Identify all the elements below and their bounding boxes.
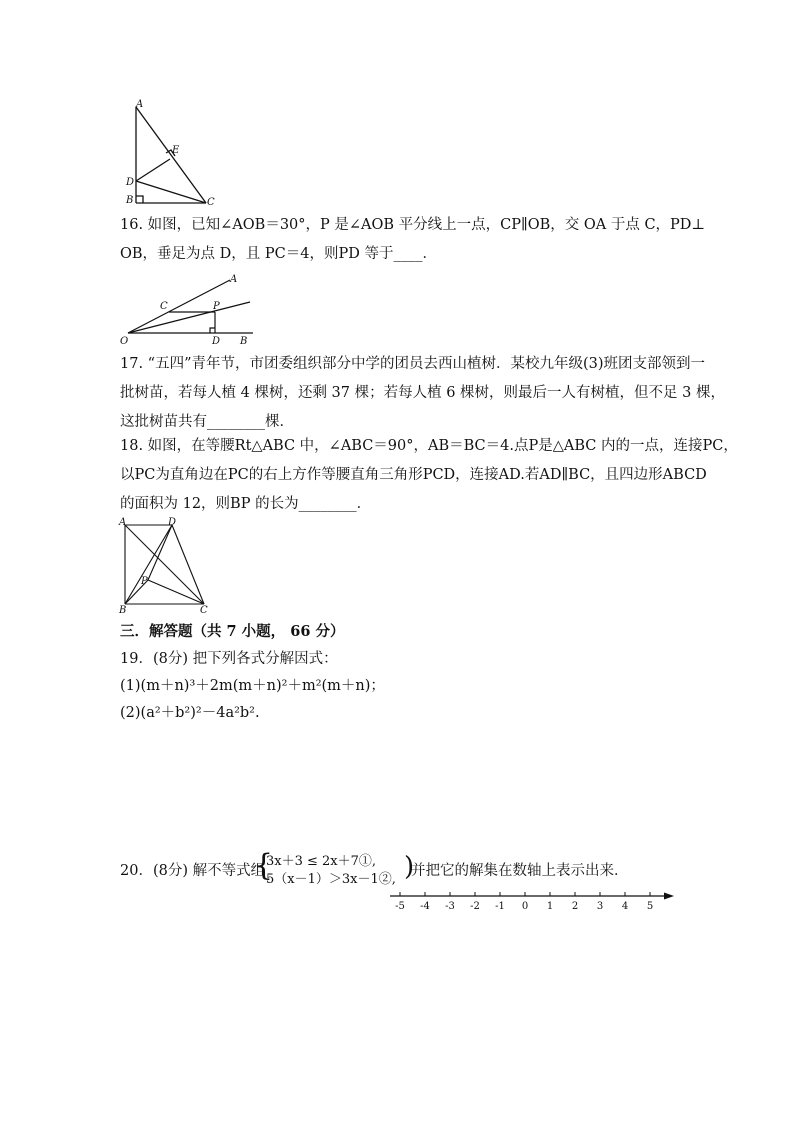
- fig16-label-c: C: [160, 301, 168, 312]
- number-line-tick-label: 0: [521, 901, 529, 912]
- q20-left-brace: {: [254, 848, 274, 883]
- number-line-tick-label: -3: [445, 901, 455, 912]
- number-line-tick-label: 2: [571, 901, 579, 912]
- fig16-label-o: O: [120, 336, 129, 347]
- fig15-label-a: A: [136, 99, 144, 110]
- figure-q15: [118, 95, 228, 210]
- fig15-label-c: C: [207, 197, 215, 208]
- fig16-label-b: B: [240, 336, 248, 347]
- q20-suffix: 并把它的解集在数轴上表示出来．: [411, 863, 629, 879]
- q17-line1: 17. “五四”青年节，市团委组织部分中学的团员去西山植树．某校九年级(3)班团支部领到一: [120, 356, 706, 372]
- figure-q18: [116, 516, 216, 616]
- number-line-tick-label: 5: [646, 901, 654, 912]
- q18-line2: 以PC为直角边在PC的右上方作等腰直角三角形PCD，连接AD.若AD∥BC，且四边形ABCD: [120, 467, 707, 483]
- q20-prefix: 20．(8分) 解不等式组: [120, 863, 266, 879]
- number-line-tick-label: 1: [546, 901, 554, 912]
- q16-end: ．: [422, 246, 437, 262]
- number-line-tick-label: -4: [420, 901, 430, 912]
- section3-heading: 三．解答题（共 7 小题， 66 分）: [120, 623, 345, 640]
- fig18-label-d: D: [168, 517, 177, 528]
- fig15-label-b: B: [126, 195, 134, 206]
- q16-line1: 16. 如图，已知∠AOB＝30°，P 是∠AOB 平分线上一点，CP∥OB，交 OA 于点 C，PD⊥: [120, 217, 706, 233]
- fig15-label-e: E: [172, 145, 180, 156]
- q17-line2: 批树苗，若每人植 4 棵树，还剩 37 棵；若每人植 6 棵树，则最后一人有树植，但不足 3 棵，: [120, 385, 725, 401]
- fig18-label-a: A: [119, 517, 127, 528]
- fig16-label-p: P: [213, 301, 220, 312]
- q16-answer-blank: ____: [393, 246, 423, 262]
- q18-line1: 18. 如图，在等腰Rt△ABC 中，∠ABC＝90°，AB＝BC＝4.点P是△ABC 内的一点，连接PC，: [120, 438, 738, 454]
- fig18-label-b: B: [119, 605, 127, 616]
- number-line-tick-label: -1: [495, 901, 505, 912]
- figure-q16: [118, 272, 263, 347]
- q17-line3: 这批树苗共有________棵．: [120, 414, 294, 430]
- q19-part1: (1)(m＋n)³＋2m(m＋n)²＋m²(m＋n)；: [120, 678, 385, 694]
- number-line-tick-label: 3: [596, 901, 604, 912]
- number-line-ticks: [395, 892, 653, 912]
- fig16-label-d: D: [212, 336, 221, 347]
- q16-text: OB，垂足为点 D，且 PC＝4，则PD 等于: [120, 246, 394, 262]
- q16-line2: [120, 243, 680, 265]
- q20-inequality-2: 5（x－1）＞3x－1②,: [266, 872, 396, 887]
- q19-title: 19．(8分) 把下列各式分解因式：: [120, 651, 338, 667]
- fig18-label-p: P: [141, 576, 148, 587]
- q18-line3: 的面积为 12，则BP 的长为________．: [120, 496, 372, 512]
- number-line-tick-label: 4: [621, 901, 629, 912]
- q19-part2: (2)(a²＋b²)²－4a²b².: [120, 705, 260, 721]
- q20-right-brace: ): [404, 852, 415, 882]
- number-line-tick-label: -2: [470, 901, 480, 912]
- number-line: [388, 888, 680, 916]
- fig15-label-d: D: [126, 177, 135, 188]
- number-line-tick-label: -5: [395, 901, 405, 912]
- fig18-label-c: C: [200, 605, 208, 616]
- fig16-label-a: A: [230, 274, 238, 285]
- q20-inequality-1: 3x＋3 ≤ 2x＋7①,: [266, 854, 377, 869]
